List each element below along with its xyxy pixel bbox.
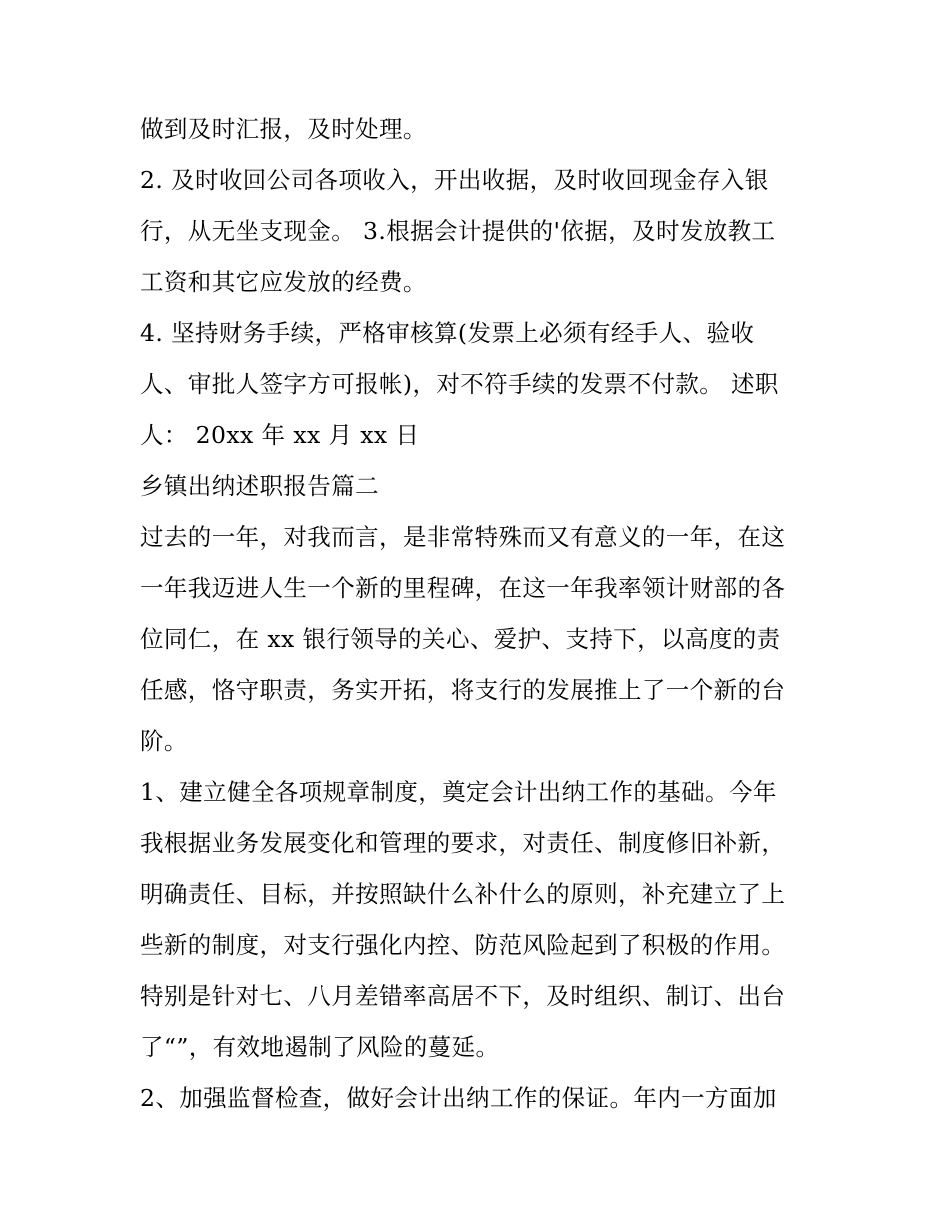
text-line: 做到及时汇报，及时处理。	[140, 115, 427, 143]
signature-date-line: 人： 20xx 年 xx 月 xx 日	[140, 421, 420, 449]
text-line: 一年我迈进人生一个新的里程碑，在这一年我率领计财部的各	[140, 574, 786, 602]
text-line: 人、审批人签字方可报帐)，对不符手续的发票不付款。 述职	[140, 370, 779, 398]
text-line: 我根据业务发展变化和管理的要求，对责任、制度修旧补新，	[140, 829, 786, 857]
document-body	[140, 104, 812, 1124]
text-line: 任感，恪守职责，务实开拓，将支行的发展推上了一个新的台	[140, 676, 786, 704]
text-line: 4. 坚持财务手续，严格审核算(发票上必须有经手人、验收	[140, 319, 755, 347]
text-line: 明确责任、目标，并按照缺什么补什么的原则，补充建立了上	[140, 880, 786, 908]
text-line: 2. 及时收回公司各项收入，开出收据，及时收回现金存入银	[140, 166, 769, 194]
text-line: 些新的制度，对支行强化内控、防范风险起到了积极的作用。	[140, 931, 786, 959]
text-line: 阶。	[140, 727, 188, 755]
text-line: 2、加强监督检查，做好会计出纳工作的保证。年内一方面加	[140, 1084, 777, 1112]
text-line: 了“”，有效地遏制了风险的蔓延。	[140, 1033, 500, 1061]
text-line: 1、建立健全各项规章制度，奠定会计出纳工作的基础。今年	[140, 778, 777, 806]
text-line: 工资和其它应发放的经费。	[140, 268, 427, 296]
text-line: 特别是针对七、八月差错率高居不下，及时组织、制订、出台	[140, 982, 786, 1010]
text-line: 过去的一年，对我而言，是非常特殊而又有意义的一年，在这	[140, 523, 786, 551]
text-line: 位同仁，在 xx 银行领导的关心、爱护、支持下，以高度的责	[140, 625, 781, 653]
section-title: 乡镇出纳述职报告篇二	[140, 472, 379, 500]
text-line: 行，从无坐支现金。 3.根据会计提供的'依据，及时发放教工	[140, 217, 776, 245]
